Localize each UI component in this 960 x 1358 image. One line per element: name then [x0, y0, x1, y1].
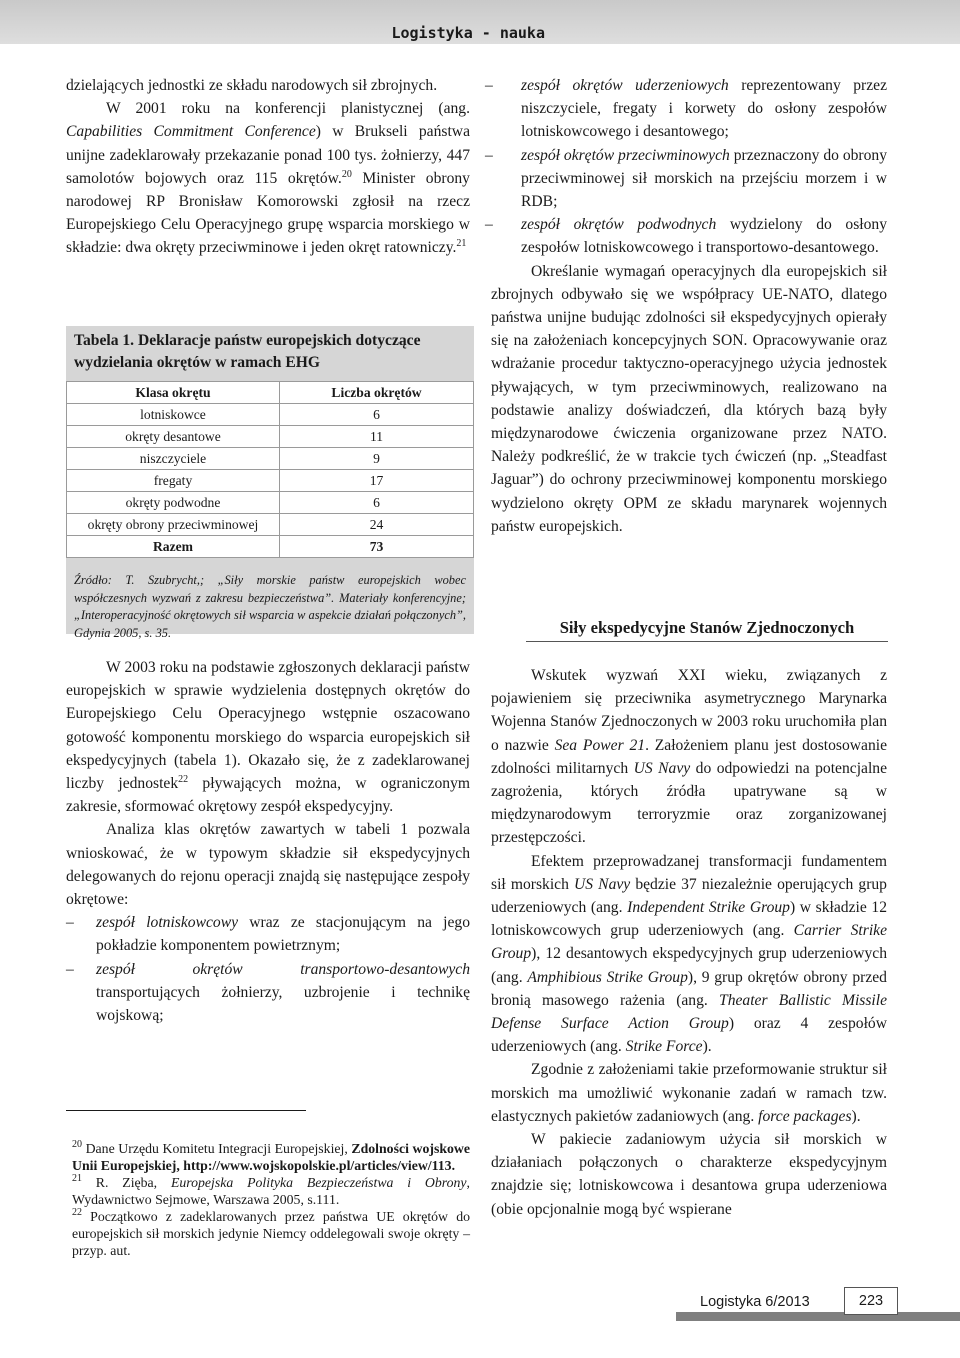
page-number: 223 — [844, 1287, 898, 1315]
table-cell: niszczyciele — [67, 448, 280, 470]
paragraph: Określanie wymagań operacyjnych dla europejskich sił zbrojnych odbywało się we współpracy UE-NATO, dlatego państwa unijne budując zdolności sił ekspedycyjnych opierały się na założeniach koncepcyjnych SON. Opracowywanie oraz wdrażanie procedur taktyczno-operacyjnego użycia jednostek pływających, w tym przeciwminowych, realizowano na podstawie analizy doświadczeń, dla których bazą były międzynarodowe ćwiczenia organizowane przez NATO. Należy podkreślić, że w trakcie tych ćwiczeń (np. „Steadfast Jaguar”) do ochrony przeciwminowej komponentu morskiego wydzielono okręty OPM ze składu marynarek wojennych państw europejskich. — [491, 262, 887, 535]
paragraph: W pakiecie zadaniowym użycia sił morskich w działaniach połączonych o charakterze ekspedycyjnym znajdzie się; lotniskowcowa i desantowa grupa uderzeniowa (obie opcjonalnie mogą być wspierane — [491, 1131, 887, 1218]
table-cell: okręty podwodne — [67, 492, 280, 514]
journal-issue: Logistyka 6/2013 — [700, 1294, 810, 1310]
footnote: $^{21}$ R. Zięba, Europejska Polityka Bezpieczeństwa i Obrony, Wydawnictwo Sejmowe, Warszawa 2005, s.111. — [72, 1173, 470, 1207]
footnote: $^{20}$ Dane Urzędu Komitetu Integracji Europejskiej, Zdolności wojskowe Unii Europejskiej, http://www.wojskopolskie.pl/articles/view/113. — [72, 1139, 470, 1173]
right-column-top — [491, 74, 887, 538]
table-row — [67, 448, 474, 470]
table-cell: 73 — [280, 536, 474, 558]
table-cell: 24 — [280, 514, 474, 536]
table-cell: lotniskowce — [67, 404, 280, 426]
list-item: – zespół lotniskowcowy wraz ze stacjonującym na jego pokładzie komponentem powietrznym; — [66, 911, 470, 957]
table-box — [66, 326, 474, 640]
paragraph: Zgodnie z założeniami takie przeformowanie struktur sił morskich ma umożliwić wykonanie zadań w ramach tzw. elastycznych pakietów zadaniowych (ang. force packages). — [491, 1061, 887, 1125]
running-header: Logistyka - nauka — [391, 24, 545, 42]
footnote-ref: 20 — [341, 168, 352, 180]
table-cell: 6 — [280, 404, 474, 426]
table-caption: Tabela 1. Deklaracje państw europejskich dotyczące wydzielania okrętów w ramach EHG — [74, 332, 421, 371]
table-total-row — [67, 536, 474, 558]
table-row — [67, 514, 474, 536]
footnote-ref: 21 — [456, 238, 467, 250]
footnote: $^{22}$ Początkowo z zadeklarowanych przez państwa UE okrętów do europejskich sił morskich jedynie Niemcy oddelegowali swoje okręty – przyp. aut. — [72, 1207, 470, 1258]
column-header: Klasa okrętu — [67, 382, 280, 404]
section-title: Siły ekspedycyjne Stanów Zjednoczonych — [526, 618, 888, 642]
footnote-link[interactable]: Zdolności wojskowe Unii Europejskiej, http://www.wojskopolskie.pl/articles/view/113. — [72, 1141, 470, 1173]
footnotes — [72, 1140, 470, 1259]
column-header: Liczba okrętów — [280, 382, 474, 404]
paragraph: W 2003 roku na podstawie zgłoszonych deklaracji państw europejskich w sprawie wydzielenia dostępnych okrętów do Europejskiego Celu Operacyjnego wstępnie oszacowano gotowość komponentu morskiego do wsparcia europejskich sił ekspedycyjnych (tabela 1). Okazało się, że z zadeklarowanej liczby jednostek$^{22}$ pływających można, w ograniczonym zakresie, sformować okrętowy zespół ekspedycyjny. — [66, 659, 470, 816]
table-row — [67, 426, 474, 448]
table-cell: 11 — [280, 426, 474, 448]
list-item: – zespół okrętów podwodnych wydzielony do osłony zespołów lotniskowcowego i transportowo-desantowego. — [491, 213, 887, 259]
left-column-top — [66, 74, 470, 260]
table-row — [67, 404, 474, 426]
table-cell: Razem — [67, 536, 280, 558]
paragraph: Analiza klas okrętów zawartych w tabeli 1 pozwala wnioskować, że w typowym składzie sił ekspedycyjnych delegowanych do rejonu operacji znajdą się następujące zespoły okrętowe: — [66, 821, 470, 909]
footnote-ref: 22 — [178, 774, 189, 786]
paragraph: Efektem przeprowadzanej transformacji fundamentem sił morskich US Navy będzie 37 niezależnie operujących grup uderzeniowych (ang. Independent Strike Group) w składzie 12 lotniskowcowych grup uderzeniowych (ang. Carrier Strike Group), 12 desantowych ekspedycyjnych grup uderzeniowych (ang. Amphibious Strike Group), 9 grup okrętów obrony przed bronią masowego rażenia (ang. Theater Ballistic Missile Defense Surface Action Group) oraz 4 zespołów uderzeniowych (ang. Strike Force). — [491, 852, 888, 1056]
ship-table — [66, 381, 474, 558]
table-cell: fregaty — [67, 470, 280, 492]
footer-band — [676, 1312, 960, 1321]
table-source: Źródło: T. Szubrycht,; „Siły morskie państw europejskich wobec współczesnych wyzwań z zakresu bezpieczeństwa”. Materiały konferencyjne; „Interoperacyjność okrętowych sił wsparcia w aspekcie działań połączonych”, Gdynia 2005, s. 35. — [74, 573, 466, 640]
footnote-divider — [66, 1110, 306, 1111]
list-item: – zespół okrętów przeciwminowych przeznaczony do obrony przeciwminowej sił morskich na przejściu morzem i w RDB; — [491, 144, 887, 214]
table-header-row — [67, 382, 474, 404]
table-row — [67, 492, 474, 514]
right-column-bottom — [491, 664, 887, 1221]
paragraph: Wskutek wyzwań XXI wieku, związanych z pojawieniem się przeciwnika asymetrycznego Marynarka Wojenna Stanów Zjednoczonych w 2003 roku uruchomiła plan o nazwie Sea Power 21. Założeniem planu jest dostosowanie zdolności militarnych US Navy do odpowiedzi na potencjalne zagrożenia, których źródła upatrywane są w międzynarodowym terroryzmie oraz zorganizowanej przestępczości. — [491, 667, 888, 847]
table-cell: okręty obrony przeciwminowej — [67, 514, 280, 536]
left-column-bottom — [66, 656, 470, 1027]
table-cell: 17 — [280, 470, 474, 492]
table-row — [67, 470, 474, 492]
table-cell: 9 — [280, 448, 474, 470]
table-cell: 6 — [280, 492, 474, 514]
table-cell: okręty desantowe — [67, 426, 280, 448]
list-item: – zespół okrętów transportowo-desantowych transportujących żołnierzy, uzbrojenie i technikę wojskową; — [66, 958, 470, 1028]
paragraph: dzielających jednostki ze składu narodowych sił zbrojnych. — [66, 77, 438, 94]
paragraph: W 2001 roku na konferencji planistycznej (ang. Capabilities Commitment Conference) w Brukseli państwa unijne zadeklarowały przekazanie ponad 100 tys. żołnierzy, 447 samolotów bojowych oraz 115 okrętów.$^{20}$ Minister obrony narodowej RP Bronisław Komorowski zgłosił na rzecz Europejskiego Celu Operacyjnego grupę wsparcia morskiego w składzie: dwa okręty przeciwminowe i jeden okręt ratowniczy.$^{21}$ — [66, 100, 470, 257]
list-item: – zespół okrętów uderzeniowych reprezentowany przez niszczyciele, fregaty i korwety do osłony zespołów lotniskowcowego i desantowego; — [491, 74, 887, 144]
